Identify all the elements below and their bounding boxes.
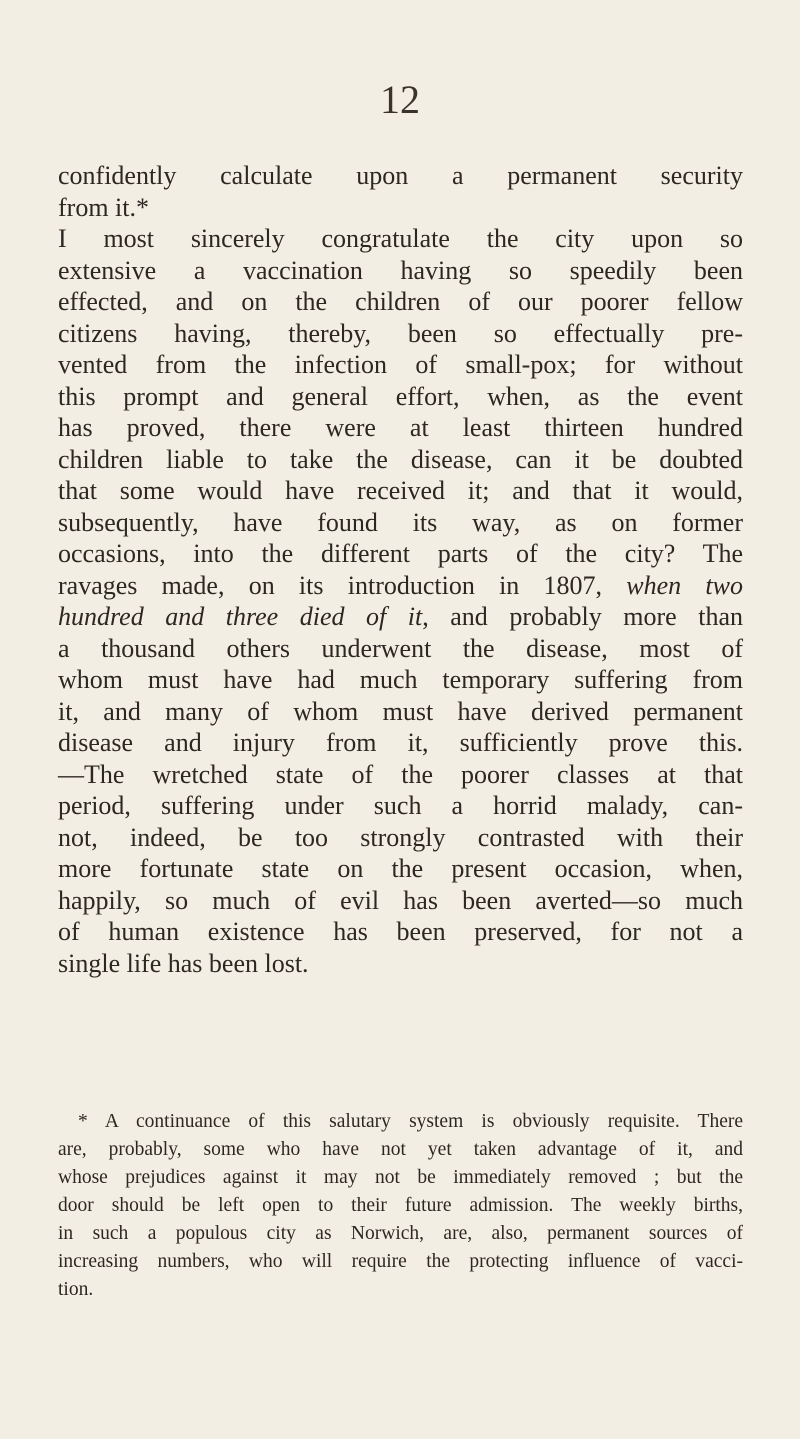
text-line: citizens having, thereby, been so effectually pre-	[58, 318, 743, 348]
text-line: has proved, there were at least thirteen hundred	[58, 413, 743, 442]
text-line: more fortunate state on the present occasion, when,	[58, 854, 743, 883]
text-line: subsequently, have found its way, as on former	[58, 507, 743, 537]
footnote-line: are, probably, some who have not yet taken advantage of it, and	[58, 1139, 743, 1160]
text-line-with-italic	[58, 570, 743, 602]
footnote-line: * A continuance of this salutary system is obviously requisite. There	[78, 1111, 743, 1132]
footnote	[58, 1108, 743, 1304]
italic-phrase: hundred and three died of it	[58, 602, 423, 631]
text-line: it, and many of whom must have derived permanent	[58, 696, 743, 726]
text-line: —The wretched state of the poorer classes at that	[58, 759, 743, 789]
text-line: disease and injury from it, sufficiently prove this.	[58, 728, 743, 757]
text-line: whom must have had much temporary suffering from	[58, 665, 743, 694]
text-line: that some would have received it; and that it would,	[58, 476, 743, 505]
page-number: 12	[380, 77, 420, 122]
text-line-with-italic	[58, 601, 743, 633]
text-line: extensive a vaccination having so speedily been	[58, 255, 743, 285]
footnote-line: door should be left open to their future admission. The weekly births,	[58, 1195, 743, 1216]
line-end: , and probably more than	[422, 602, 743, 631]
text-line: children liable to take the disease, can it be doubted	[58, 444, 743, 474]
footnote-line: in such a populous city as Norwich, are, also, permanent sources of	[58, 1223, 743, 1244]
text-line: not, indeed, be too strongly contrasted with their	[58, 822, 743, 852]
footnote-line: increasing numbers, who will require the protecting influence of vacci-	[58, 1251, 743, 1272]
text-line: period, suffering under such a horrid malady, can-	[58, 791, 743, 820]
text-line: occasions, into the different parts of the city? The	[58, 539, 743, 568]
text-line: happily, so much of evil has been averted—so much	[58, 885, 743, 915]
text-line: a thousand others underwent the disease, most of	[58, 633, 743, 663]
text-line: single life has been lost.	[58, 948, 309, 978]
text-line: confidently calculate upon a permanent security	[58, 161, 743, 190]
text-line: of human existence has been preserved, for not a	[58, 917, 743, 946]
body-text	[58, 160, 743, 979]
footnote-line: tion.	[58, 1279, 94, 1300]
text-line: vented from the infection of small-pox; for without	[58, 350, 743, 379]
line-start: ravages made, on its introduction in 1807,	[58, 570, 627, 600]
text-line: from it.*	[58, 192, 149, 222]
footnote-line: whose prejudices against it may not be immediately removed ; but the	[58, 1167, 743, 1188]
italic-phrase: when two	[626, 570, 743, 600]
text-line: effected, and on the children of our poorer fellow	[58, 287, 743, 316]
text-line: I most sincerely congratulate the city upon so	[58, 224, 743, 253]
text-line: this prompt and general effort, when, as the event	[58, 381, 743, 411]
